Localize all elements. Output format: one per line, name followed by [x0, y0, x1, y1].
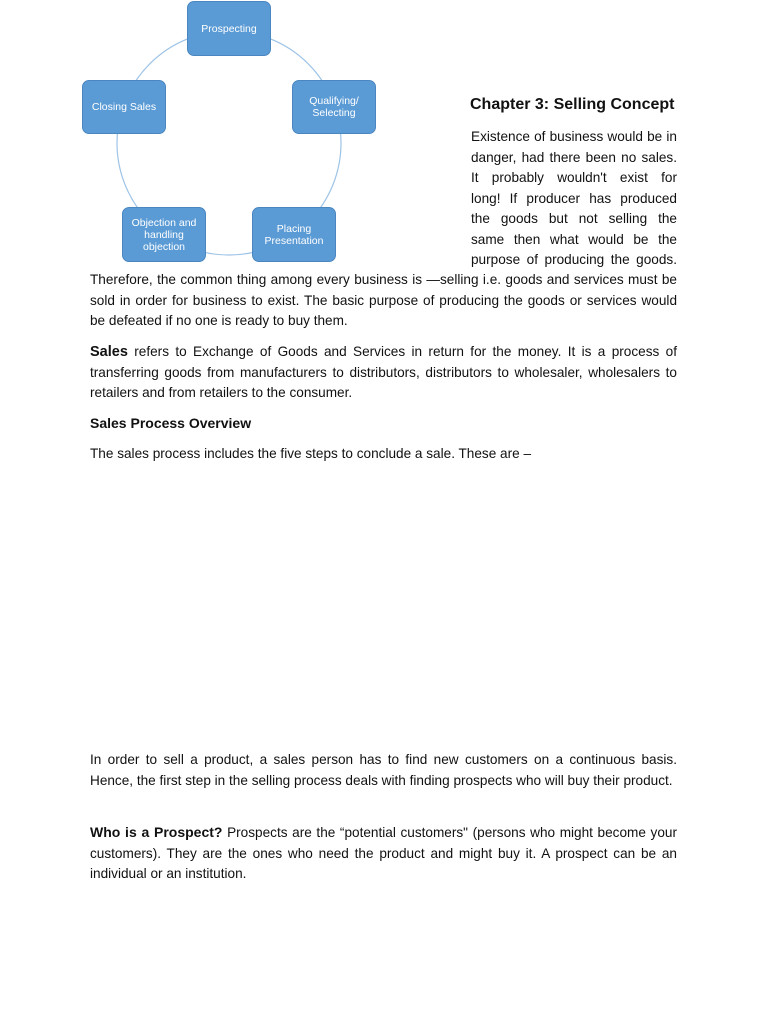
- intro-line: danger, had there been no sales.: [471, 149, 677, 165]
- step-placing-presentation: Placing Presentation: [252, 207, 336, 262]
- intro-continuation: Therefore, the common thing among every business is ―selling i.e. goods and services must be sold in order for business to exist. The basic purpose of producing the goods or services would be defeated if no one is ready to buy them.: [90, 272, 677, 328]
- step-qualifying-selecting: Qualifying/ Selecting: [292, 80, 376, 134]
- overview-text: The sales process includes the five steps to conclude a sale. These are –: [90, 446, 532, 461]
- intro-line: the goods but not selling the: [471, 211, 677, 226]
- overview-heading: Sales Process Overview: [90, 415, 252, 431]
- step-objection-handling: Objection and handling objection: [122, 207, 206, 262]
- prospect-definition-text: Prospects are the “potential customers" (persons who might become your customers). They are the ones who need the product and might buy it. A prospect can be an individual or an institution.: [90, 825, 677, 881]
- intro-paragraph: [471, 127, 677, 271]
- sales-term: Sales: [90, 344, 128, 360]
- intro-line: long! If producer has produced: [471, 190, 677, 206]
- intro-line: It probably wouldn't exist for: [471, 170, 677, 185]
- intro-line: purpose of producing the goods.: [471, 252, 677, 267]
- prospect-intro: In order to sell a product, a sales person has to find new customers on a continuous basis. Hence, the first step in the selling process deals with finding prospects who will buy their product.: [90, 752, 677, 788]
- step-prospecting: Prospecting: [187, 1, 271, 56]
- sales-definition-text: refers to Exchange of Goods and Services in return for the money. It is a process of transferring goods from manufacturers to distributors, distributors to wholesaler, wholesalers to retailers and from retailers to the consumer.: [90, 344, 677, 400]
- step-closing-sales: Closing Sales: [82, 80, 166, 134]
- intro-line: same then what would be the: [471, 231, 677, 247]
- intro-line: Existence of business would be in: [471, 129, 677, 144]
- chapter-title: Chapter 3: Selling Concept: [470, 96, 675, 113]
- sales-definition: [90, 342, 677, 404]
- prospect-term: Who is a Prospect?: [90, 824, 223, 840]
- prospect-definition: [90, 822, 677, 885]
